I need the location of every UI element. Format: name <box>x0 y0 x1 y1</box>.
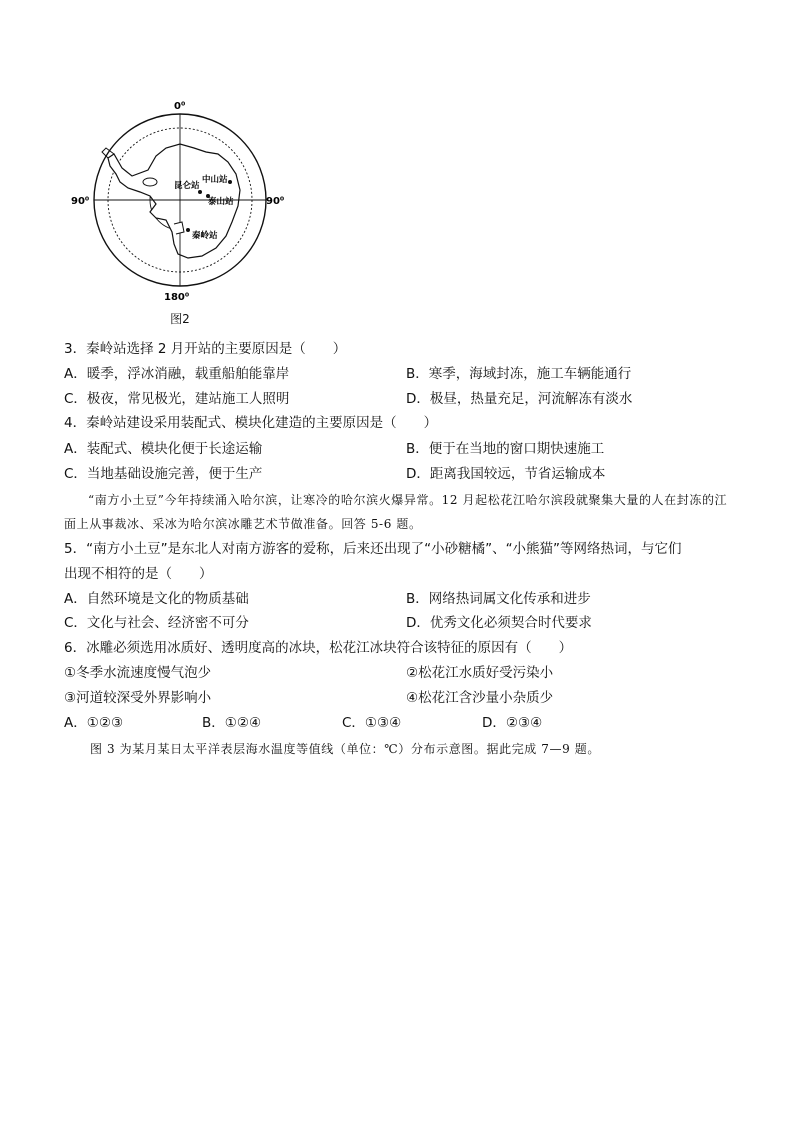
q3-row1 <box>64 365 632 383</box>
q6-option-b: B．①②④ <box>202 715 262 731</box>
q5-row2 <box>64 614 592 632</box>
q3-option-c: C．极夜，常见极光，建站施工人照明 <box>64 391 290 407</box>
ice-shelf <box>143 178 157 186</box>
q4-row2 <box>64 465 606 483</box>
q3-option-a: A．暖季，浮冰消融，载重船舶能靠岸 <box>64 366 290 382</box>
qinling-label: 秦岭站 <box>192 231 218 241</box>
zhongshan-dot <box>228 180 232 184</box>
q4-row1 <box>64 440 605 458</box>
figure-caption: 图2 <box>170 312 190 326</box>
q4-option-c: C．当地基础设施完善，便于生产 <box>64 466 263 482</box>
q5-stem-line1: 5．“南方小土豆”是东北人对南方游客的爱称，后来还出现了“小砂糖橘”、“小熊猫”等网络热词，与它们 <box>64 541 682 557</box>
zhongshan-label: 中山站 <box>202 175 228 185</box>
q6-option-c: C．①③④ <box>342 715 402 731</box>
q6-stem: 6．冰雕必须选用冰质好、透明度高的冰块，松花江冰块符合该特征的原因有（ ） <box>64 640 573 656</box>
q4-option-d: D．距离我国较远，节省运输成本 <box>406 466 606 482</box>
kunlun-label: 昆仑站 <box>174 181 200 191</box>
q5-option-d: D．优秀文化必须契合时代要求 <box>406 615 592 631</box>
intro-7-9: 图 3 为某月某日太平洋表层海水温度等值线（单位：℃）分布示意图。据此完成 7—9 题。 <box>90 742 600 756</box>
q5-option-b: B．网络热词属文化传承和进步 <box>406 591 591 607</box>
q3-row2 <box>64 390 633 408</box>
q6-statements-row2 <box>64 689 554 707</box>
q6-statement-2: ②松花江水质好受污染小 <box>406 665 554 681</box>
q6-statement-3: ③河道较深受外界影响小 <box>64 690 212 706</box>
q5-row1 <box>64 590 591 608</box>
taishan-label: 泰山站 <box>208 197 234 207</box>
q3-option-d: D．极昼，热量充足，河流解冻有淡水 <box>406 391 633 407</box>
q4-option-b: B．便于在当地的窗口期快速施工 <box>406 441 605 457</box>
q6-option-a: A．①②③ <box>64 715 124 731</box>
q4-stem: 4．秦岭站建设采用装配式、模块化建造的主要原因是（ ） <box>64 415 438 431</box>
label-bottom: 180⁰ <box>164 292 190 303</box>
q6-statements-row1 <box>64 664 554 682</box>
q6-option-d: D．②③④ <box>482 715 543 731</box>
q6-statement-1: ①冬季水流速度慢气泡少 <box>64 665 212 681</box>
label-left: 90⁰ <box>71 196 90 207</box>
q3-option-b: B．寒季，海域封冻，施工车辆能通行 <box>406 366 632 382</box>
label-top: 0⁰ <box>174 101 186 112</box>
q5-option-a: A．自然环境是文化的物质基础 <box>64 591 249 607</box>
q5-option-c: C．文化与社会、经济密不可分 <box>64 615 249 631</box>
q3-stem: 3．秦岭站选择 2 月开站的主要原因是（ ） <box>64 341 347 357</box>
antarctica-map <box>70 96 290 306</box>
qinling-dot <box>186 228 190 232</box>
q5-stem-line2: 出现不相符的是（ ） <box>64 566 213 582</box>
intro-5-6: “南方小土豆”今年持续涌入哈尔滨，让寒冷的哈尔滨火爆异常。12 月起松花江哈尔滨段就聚集大量的人在封冻的江面上从事裁冰、采冰为哈尔滨冰雕艺术节做准备。回答 5-6 题。 <box>64 493 728 531</box>
label-right: 90⁰ <box>266 196 285 207</box>
q4-option-a: A．装配式、模块化便于长途运输 <box>64 441 263 457</box>
q6-statement-4: ④松花江含沙量小杂质少 <box>406 690 554 706</box>
